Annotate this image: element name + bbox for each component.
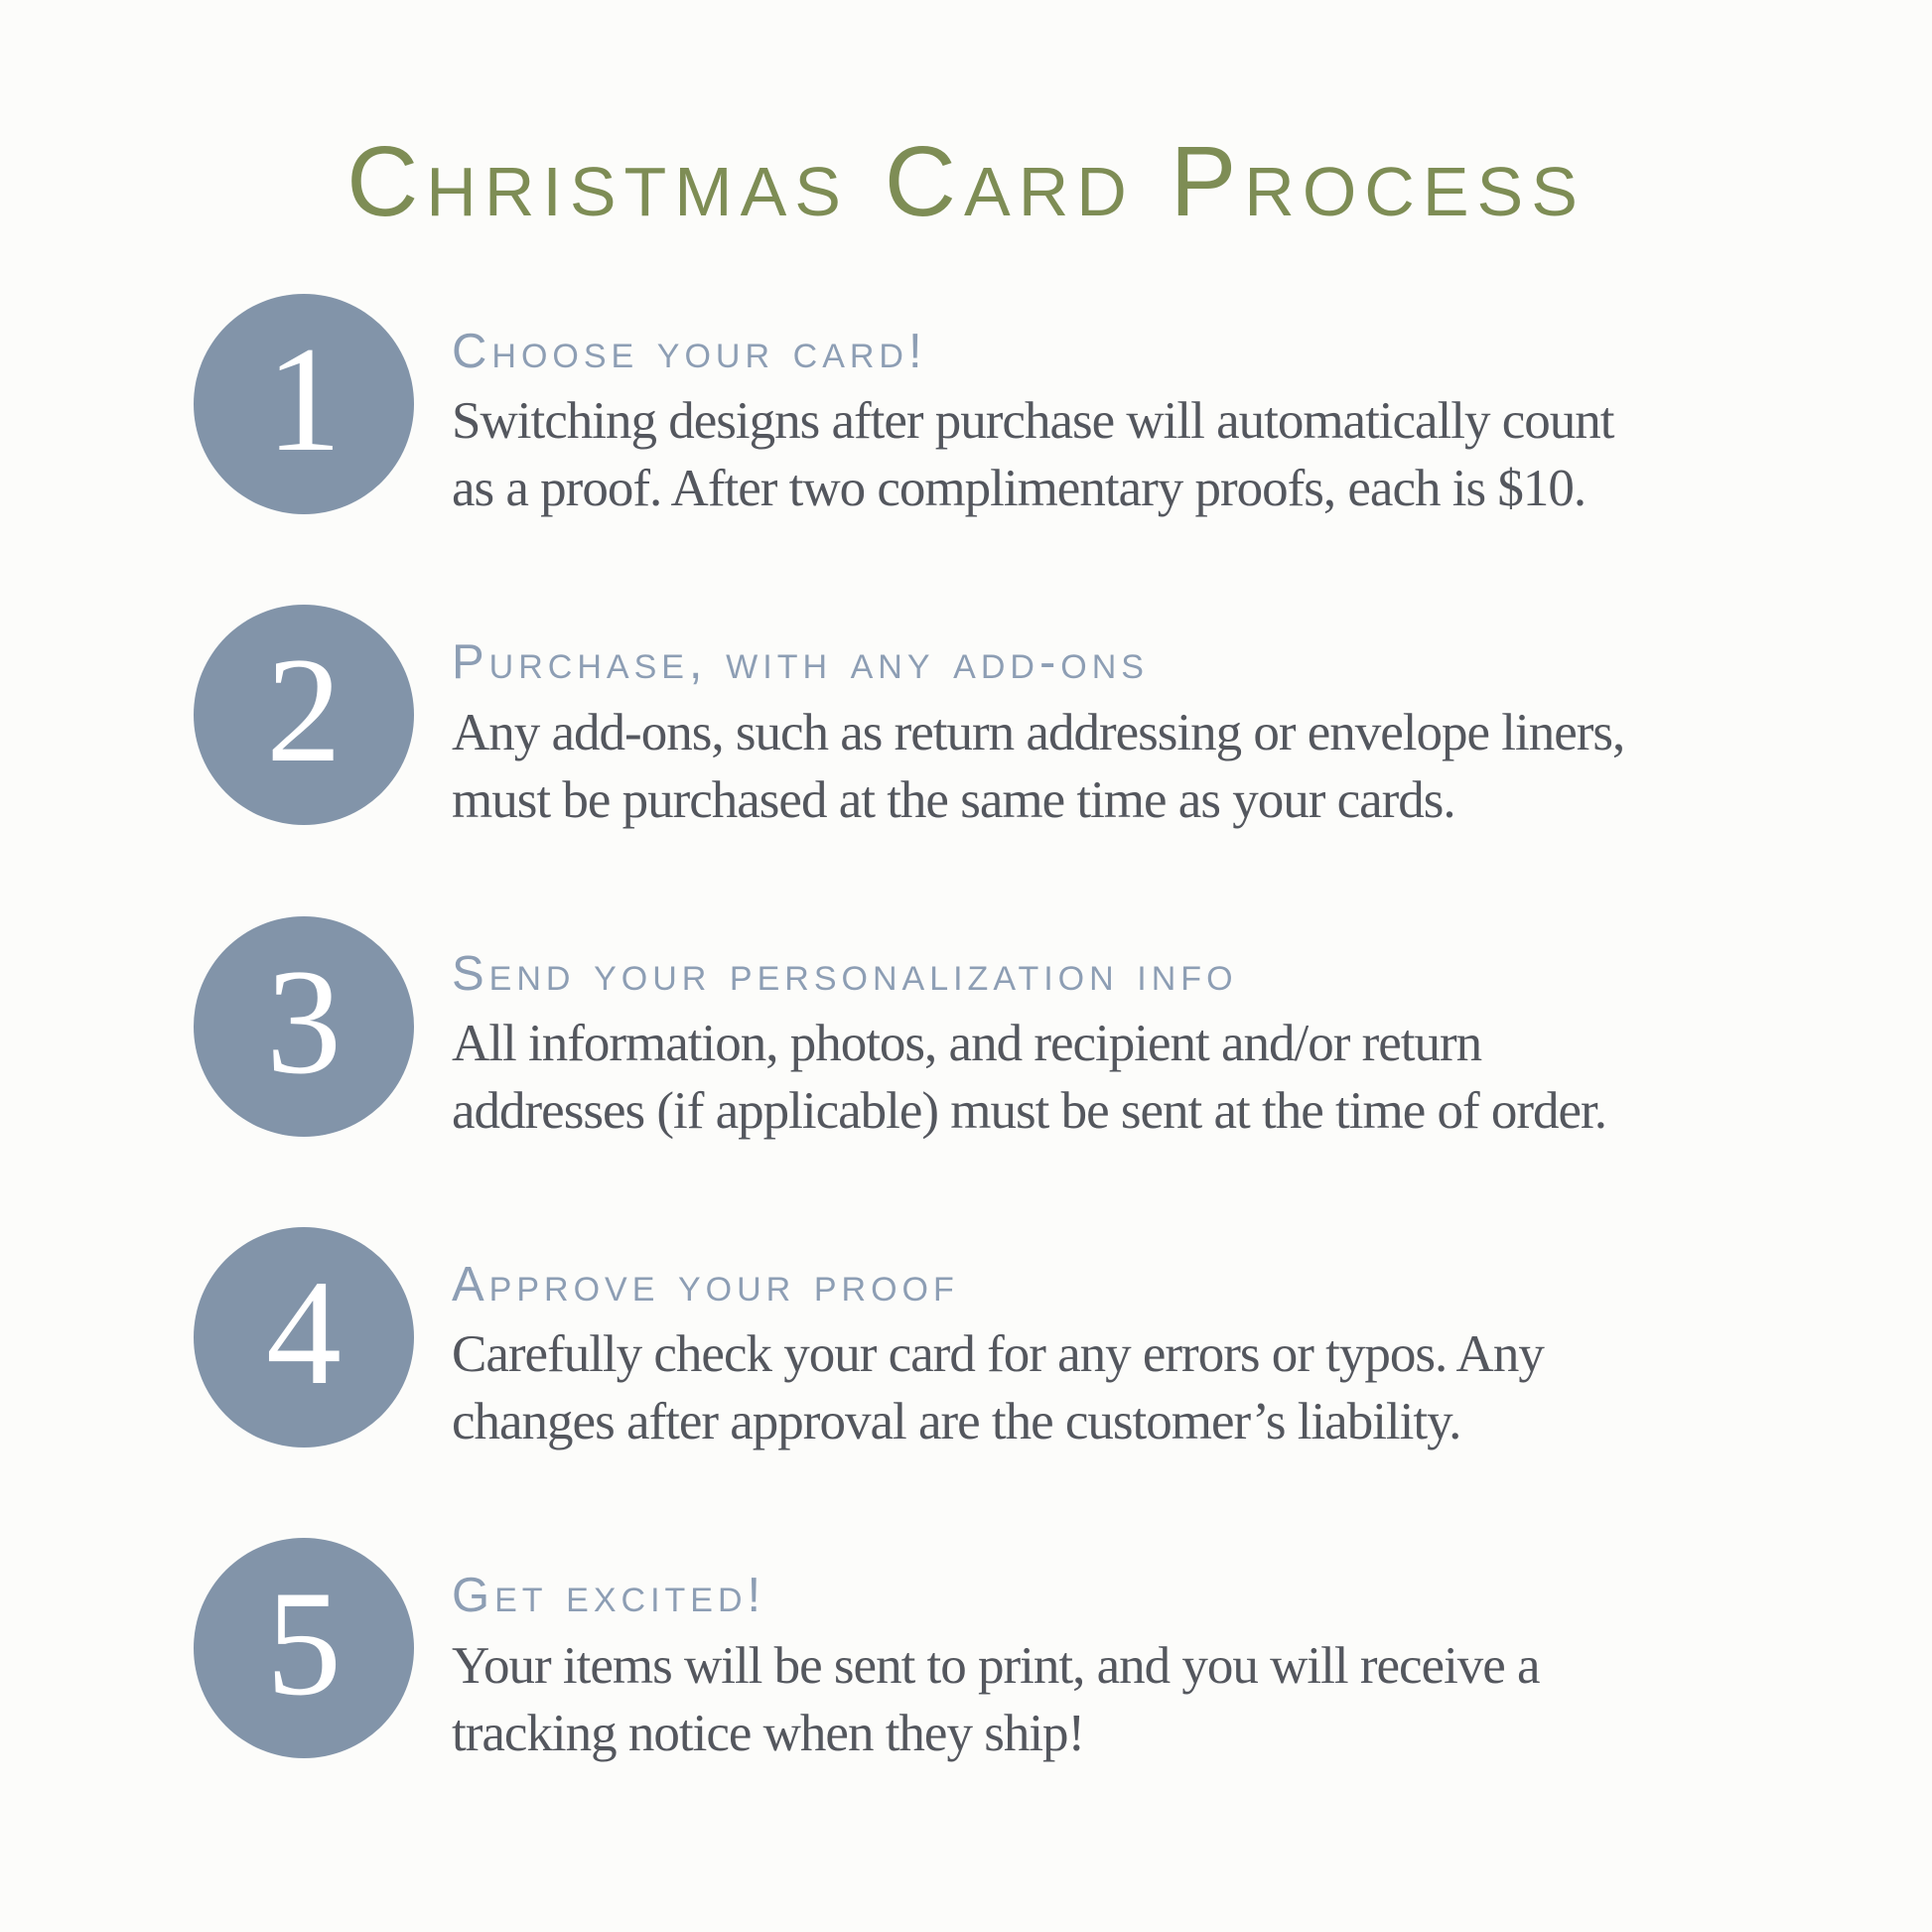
step-heading-3: Send your personalization info	[452, 946, 1238, 1001]
process-steps-list	[0, 294, 1932, 1767]
step-number-2: 2	[266, 626, 342, 794]
step-text-2	[452, 605, 1624, 833]
step-number-badge-4	[194, 1227, 414, 1448]
step-text-4	[452, 1227, 1544, 1455]
step-number-3: 3	[266, 937, 342, 1105]
step-row-1	[194, 294, 1833, 522]
step-row-3	[194, 916, 1833, 1145]
step-row-2	[194, 605, 1833, 833]
step-description-5: Your items will be sent to print, and you will receive a tracking notice when they ship!	[452, 1636, 1540, 1762]
step-description-4: Carefully check your card for any errors or typos. Any changes after approval are the customer’s liability.	[452, 1325, 1544, 1451]
step-number-1: 1	[266, 316, 342, 483]
step-description-1: Switching designs after purchase will automatically count as a proof. After two complimentary proofs, each is $10.	[452, 392, 1614, 518]
step-number-5: 5	[266, 1560, 342, 1727]
step-heading-5: Get excited!	[452, 1569, 766, 1623]
step-description-3: All information, photos, and recipient and/or return addresses (if applicable) must be sent at the time of order.	[452, 1015, 1607, 1141]
step-number-badge-5	[194, 1538, 414, 1758]
step-description-2: Any add-ons, such as return addressing or envelope liners, must be purchased at the same time as your cards.	[452, 703, 1625, 829]
step-text-1	[452, 294, 1614, 522]
step-text-3	[452, 916, 1606, 1145]
step-row-4	[194, 1227, 1833, 1455]
step-number-badge-1	[194, 294, 414, 514]
step-heading-2: Purchase, with any add-ons	[452, 635, 1149, 690]
step-text-5	[452, 1538, 1540, 1766]
page-title: Christmas Card Process	[346, 126, 1586, 237]
step-number-badge-2	[194, 605, 414, 825]
step-number-4: 4	[266, 1249, 342, 1417]
step-heading-1: Choose your card!	[452, 325, 927, 378]
step-heading-4: Approve your proof	[452, 1258, 959, 1312]
step-row-5	[194, 1538, 1833, 1766]
step-number-badge-3	[194, 916, 414, 1137]
